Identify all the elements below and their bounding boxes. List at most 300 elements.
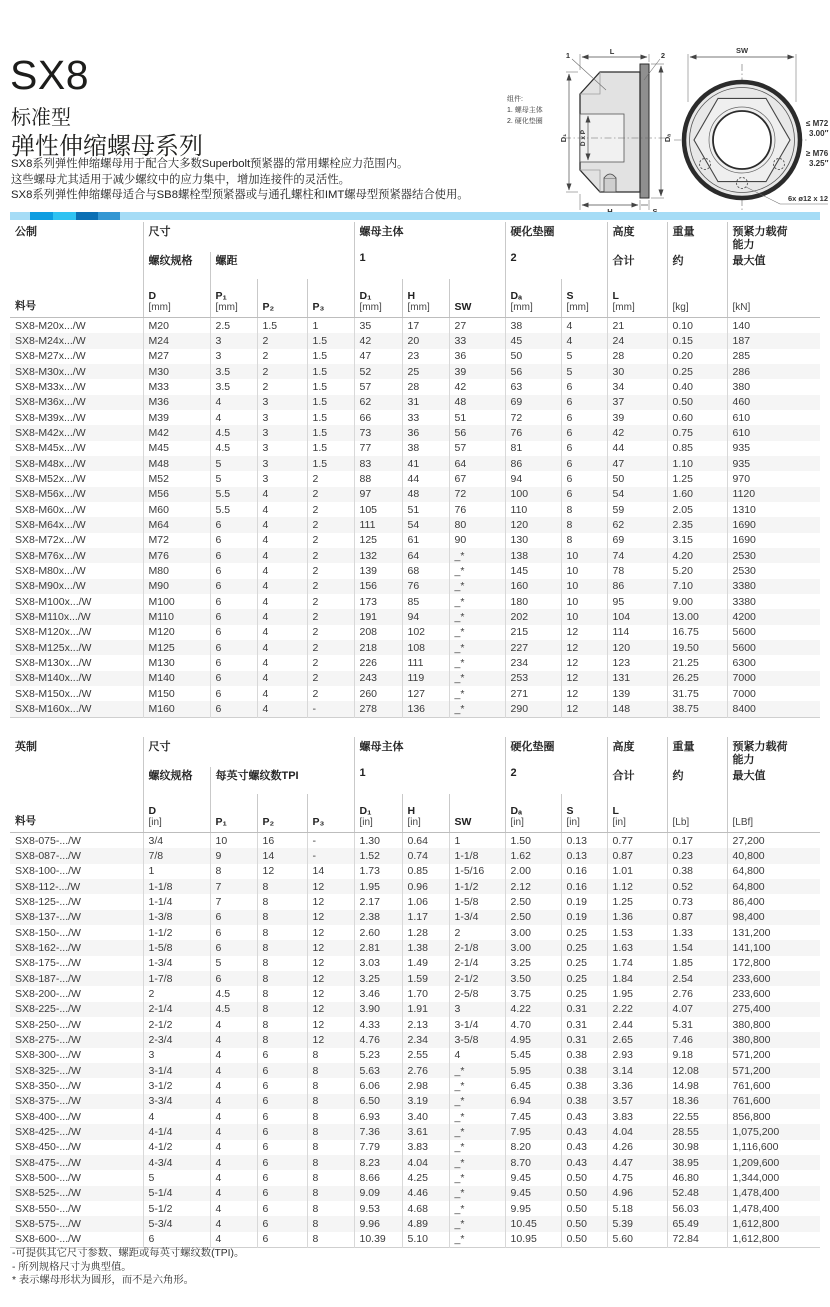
spec-value-cell: 1.5 [307, 333, 354, 348]
spec-value-cell: 0.10 [667, 318, 727, 334]
spec-value-cell: 2-1/4 [449, 956, 505, 971]
spec-value-cell: 4.04 [607, 1124, 667, 1139]
part-number-cell: SX8-150-.../W [15, 926, 81, 939]
spec-value-cell: 1,612,800 [727, 1232, 820, 1248]
part-number-cell: SX8-300-.../W [15, 1049, 81, 1062]
col-kN: [kN] [727, 279, 820, 318]
spec-value-cell: 2 [257, 379, 307, 394]
spec-value-cell: 1-1/8 [449, 848, 505, 863]
spec-value-cell: 39 [449, 364, 505, 379]
spec-value-cell: 12 [307, 894, 354, 909]
spec-value-cell: 2 [307, 579, 354, 594]
spec-value-cell: 1.85 [667, 956, 727, 971]
table-row [10, 1094, 820, 1109]
part-number-cell: SX8-M39x.../W [15, 411, 86, 424]
spec-value-cell: 81 [505, 441, 561, 456]
spec-value-cell: M24 [143, 333, 210, 348]
page-title: SX8 [10, 52, 89, 98]
table-row [10, 671, 820, 686]
table-row [10, 563, 820, 578]
dim-label-L: L [609, 47, 615, 56]
spec-value-cell: 6.93 [354, 1109, 402, 1124]
spec-value-cell: M90 [143, 579, 210, 594]
table-row [10, 940, 820, 955]
spec-value-cell: 16 [257, 833, 307, 849]
spec-value-cell: 1.5 [307, 441, 354, 456]
table-row [10, 894, 820, 909]
spec-value-cell: 12 [561, 625, 607, 640]
spec-value-cell: 40,800 [727, 848, 820, 863]
spec-value-cell: 1.30 [354, 833, 402, 849]
spec-value-cell: _* [449, 1109, 505, 1124]
spec-value-cell: 1-5/8 [143, 940, 210, 955]
spec-value-cell: 1,478,400 [727, 1186, 820, 1201]
spec-value-cell: 127 [402, 686, 449, 701]
part-number-cell: SX8-M90x.../W [15, 580, 86, 593]
spec-value-cell: 2.13 [402, 1017, 449, 1032]
table-row [10, 701, 820, 717]
spec-value-cell: 5600 [727, 640, 820, 655]
spec-value-cell: 0.75 [667, 425, 727, 440]
spec-value-cell: 27,200 [727, 833, 820, 849]
spec-value-cell: 139 [607, 686, 667, 701]
system-label: 公制 [15, 226, 37, 238]
spec-value-cell: 6 [561, 456, 607, 471]
spec-value-cell: 0.52 [667, 879, 727, 894]
spec-value-cell: 5.10 [402, 1232, 449, 1248]
spec-value-cell: 2-3/4 [143, 1032, 210, 1047]
spec-value-cell: 8 [257, 1017, 307, 1032]
spec-value-cell: 3.00 [505, 925, 561, 940]
spec-value-cell: M60 [143, 502, 210, 517]
spec-value-cell: 2-5/8 [449, 986, 505, 1001]
spec-value-cell: 2 [257, 349, 307, 364]
spec-value-cell: M100 [143, 594, 210, 609]
part-number-cell: SX8-M24x.../W [15, 334, 86, 347]
spec-value-cell: 2.34 [402, 1032, 449, 1047]
spec-value-cell: M27 [143, 349, 210, 364]
spec-value-cell: 380 [727, 379, 820, 394]
spec-value-cell: 3.40 [402, 1109, 449, 1124]
part-number-cell: SX8-M130x.../W [15, 656, 92, 669]
part-number-cell: SX8-325-.../W [15, 1064, 81, 1077]
spec-value-cell: 1,478,400 [727, 1201, 820, 1216]
spec-value-cell: 4.22 [505, 1002, 561, 1017]
col-Da: Dₐ [in] [505, 794, 561, 833]
spec-value-cell: 4.20 [667, 548, 727, 563]
spec-value-cell: 8 [257, 879, 307, 894]
spec-value-cell: 12 [307, 1017, 354, 1032]
spec-value-cell: 12 [307, 1032, 354, 1047]
table-row [10, 349, 820, 364]
spec-value-cell: 6 [257, 1170, 307, 1185]
spec-value-cell: 10.95 [505, 1232, 561, 1248]
spec-value-cell: 1-3/4 [449, 910, 505, 925]
spec-value-cell: 35 [354, 318, 402, 334]
spec-value-cell: 6 [561, 471, 607, 486]
spec-value-cell: 4 [257, 594, 307, 609]
spec-value-cell: 114 [607, 625, 667, 640]
spec-value-cell: 3-1/2 [143, 1078, 210, 1093]
spec-value-cell: 286 [727, 364, 820, 379]
spec-value-cell: 4.89 [402, 1216, 449, 1231]
spec-value-cell: 5 [561, 349, 607, 364]
spec-value-cell: M48 [143, 456, 210, 471]
table-row [10, 441, 820, 456]
col-SW: SW [449, 279, 505, 318]
spec-value-cell: 72 [449, 487, 505, 502]
spec-value-cell: 2.35 [667, 517, 727, 532]
spec-value-cell: 120 [505, 517, 561, 532]
spec-value-cell: 8.70 [505, 1155, 561, 1170]
footnote-line: * 表示螺母形状为圆形，而不是六角形。 [12, 1275, 194, 1286]
intro-line: 这些螺母尤其适用于减少螺纹中的应力集中，增加连接件的灵活性。 [11, 173, 350, 186]
spec-value-cell: 3.14 [607, 1063, 667, 1078]
spec-value-cell: 18.36 [667, 1094, 727, 1109]
spec-value-cell: 8 [307, 1232, 354, 1248]
spec-value-cell: 41 [402, 456, 449, 471]
spec-value-cell: 6 [210, 925, 257, 940]
spec-value-cell: 4.5 [210, 425, 257, 440]
spec-value-cell: 0.31 [561, 1032, 607, 1047]
spec-value-cell: 74 [607, 548, 667, 563]
spec-value-cell: 54 [607, 487, 667, 502]
table-row [10, 425, 820, 440]
table-row [10, 971, 820, 986]
spec-value-cell: 20 [402, 333, 449, 348]
spec-value-cell: 3 [257, 395, 307, 410]
table-row [10, 333, 820, 348]
spec-value-cell: 226 [354, 655, 402, 670]
spec-value-cell: 9 [210, 848, 257, 863]
spec-value-cell: 131 [607, 671, 667, 686]
spec-value-cell: 2.81 [354, 940, 402, 955]
spec-value-cell: 0.40 [667, 379, 727, 394]
col-D1: D₁ [in] [354, 794, 402, 833]
spec-value-cell: 123 [607, 655, 667, 670]
spec-value-cell: 8 [561, 533, 607, 548]
part-number-cell: SX8-275-.../W [15, 1033, 81, 1046]
table-row [10, 1063, 820, 1078]
spec-value-cell: 5 [143, 1170, 210, 1185]
spec-value-cell: 4 [257, 686, 307, 701]
spec-value-cell: 0.50 [667, 395, 727, 410]
spec-value-cell: 0.38 [561, 1094, 607, 1109]
component-legend [507, 94, 543, 127]
spec-value-cell: 8 [307, 1216, 354, 1231]
part-number-cell: SX8-M140x.../W [15, 672, 92, 685]
spec-value-cell: 234 [505, 655, 561, 670]
spec-value-cell: 2.55 [402, 1048, 449, 1063]
part-number-cell: SX8-187-.../W [15, 972, 81, 985]
part-number-cell: SX8-M80x.../W [15, 564, 86, 577]
spec-value-cell: _* [449, 1140, 505, 1155]
spec-value-cell: 271 [505, 686, 561, 701]
spec-value-cell: 1.62 [505, 848, 561, 863]
spec-value-cell: 0.31 [561, 1002, 607, 1017]
intro-paragraph [11, 157, 469, 204]
col-D1: D₁ [mm] [354, 279, 402, 318]
spec-value-cell: 50 [505, 349, 561, 364]
spec-value-cell: 76 [402, 579, 449, 594]
spec-value-cell: 94 [505, 471, 561, 486]
sub-washer-number: 2 [505, 767, 607, 794]
spec-value-cell: 0.73 [667, 894, 727, 909]
spec-value-cell: 4 [257, 640, 307, 655]
table-row [10, 1186, 820, 1201]
table-row [10, 364, 820, 379]
spec-value-cell: 3.00 [505, 940, 561, 955]
spec-value-cell: 0.43 [561, 1155, 607, 1170]
side-view-drawing [540, 44, 678, 216]
spec-value-cell: 5 [561, 364, 607, 379]
table-row [10, 594, 820, 609]
spec-value-cell: 8 [307, 1201, 354, 1216]
table-row [10, 609, 820, 624]
spec-value-cell: 3-1/4 [449, 1017, 505, 1032]
spec-value-cell: 3.46 [354, 986, 402, 1001]
spec-value-cell: 4 [210, 395, 257, 410]
group-preload: 预紧力载荷能力 [727, 737, 820, 767]
spec-value-cell: 1.28 [402, 925, 449, 940]
part-number-cell: SX8-600-.../W [15, 1233, 81, 1246]
spec-value-cell: 4.5 [210, 441, 257, 456]
spec-value-cell: 4 [210, 1201, 257, 1216]
spec-value-cell: 6 [561, 425, 607, 440]
spec-value-cell: 8 [257, 971, 307, 986]
spec-value-cell: 6 [257, 1063, 307, 1078]
spec-value-cell: 2.38 [354, 910, 402, 925]
spec-value-cell: 36 [449, 349, 505, 364]
spec-value-cell: 8 [307, 1078, 354, 1093]
spec-value-cell: 13.00 [667, 609, 727, 624]
spec-value-cell: 1-5/8 [449, 894, 505, 909]
part-number-cell: SX8-250-.../W [15, 1018, 81, 1031]
spec-value-cell: M36 [143, 395, 210, 410]
spec-value-cell: 83 [354, 456, 402, 471]
spec-value-cell: 6 [210, 594, 257, 609]
footnote-line: -可提供其它尺寸参数、螺距或每英寸螺纹数(TPI)。 [12, 1248, 245, 1259]
spec-value-cell: _* [449, 655, 505, 670]
table-row [10, 1140, 820, 1155]
dim-label-Da: Dₐ [663, 133, 672, 143]
part-number-cell: SX8-M100x.../W [15, 595, 92, 608]
metric-spec-table [10, 222, 820, 718]
spec-value-cell: _* [449, 625, 505, 640]
spec-value-cell: 0.60 [667, 410, 727, 425]
table-row [10, 517, 820, 532]
part-number-cell: SX8-M52x.../W [15, 472, 86, 485]
spec-value-cell: 7000 [727, 686, 820, 701]
spec-value-cell: 8 [257, 925, 307, 940]
table-row [10, 487, 820, 502]
spec-value-cell: 102 [402, 625, 449, 640]
spec-value-cell: 16.75 [667, 625, 727, 640]
spec-value-cell: 2530 [727, 563, 820, 578]
spec-value-cell: 48 [402, 487, 449, 502]
spec-value-cell: 0.25 [561, 940, 607, 955]
dim-label-SW: SW [735, 46, 749, 55]
spec-value-cell: 4.07 [667, 1002, 727, 1017]
col-D: D [mm] [143, 279, 210, 318]
imperial-spec-table [10, 737, 820, 1248]
spec-value-cell: 63 [505, 379, 561, 394]
sub-nut-number: 1 [354, 252, 505, 279]
part-number-cell: SX8-M160x.../W [15, 702, 92, 715]
spec-value-cell: 4 [449, 1048, 505, 1063]
spec-value-cell: 4 [210, 1186, 257, 1201]
front-view-drawing [674, 42, 830, 218]
spec-value-cell: 5600 [727, 625, 820, 640]
spec-value-cell: M39 [143, 410, 210, 425]
spec-value-cell: 10 [561, 579, 607, 594]
spec-value-cell: 10 [210, 833, 257, 849]
spec-value-cell: 7.45 [505, 1109, 561, 1124]
part-number-cell: SX8-125-.../W [15, 895, 81, 908]
spec-value-cell: 12 [257, 864, 307, 879]
spec-value-cell: 3.03 [354, 956, 402, 971]
spec-value-cell: M45 [143, 441, 210, 456]
sub-tpi: 每英寸螺纹数TPI [210, 767, 354, 794]
group-preload: 预紧力载荷能力 [727, 222, 820, 252]
spec-value-cell: M160 [143, 701, 210, 717]
spec-value-cell: 3 [257, 410, 307, 425]
spec-value-cell: 100 [505, 487, 561, 502]
spec-value-cell: 14 [307, 864, 354, 879]
spec-value-cell: 6 [210, 910, 257, 925]
spec-value-cell: 8 [257, 894, 307, 909]
spec-value-cell: 4-1/2 [143, 1140, 210, 1155]
spec-value-cell: 187 [727, 333, 820, 348]
spec-value-cell: 6 [210, 548, 257, 563]
part-number-cell: SX8-M27x.../W [15, 350, 86, 363]
spec-value-cell: 4 [210, 1078, 257, 1093]
spec-value-cell: 72.84 [667, 1232, 727, 1248]
spec-value-cell: 4 [210, 410, 257, 425]
spec-value-cell: 8 [307, 1109, 354, 1124]
spec-value-cell: 8.66 [354, 1170, 402, 1185]
spec-value-cell: 6 [561, 410, 607, 425]
table-row [10, 1201, 820, 1216]
table-row [10, 1048, 820, 1063]
spec-value-cell: 4.75 [607, 1170, 667, 1185]
spec-value-cell: 173 [354, 594, 402, 609]
spec-value-cell: 12 [307, 925, 354, 940]
table-row [10, 864, 820, 879]
spec-value-cell: 10 [561, 563, 607, 578]
spec-value-cell: 5.31 [667, 1017, 727, 1032]
spec-value-cell: 6 [210, 609, 257, 624]
spec-value-cell: 132 [354, 548, 402, 563]
spec-value-cell: 42 [607, 425, 667, 440]
spec-value-cell: 3 [257, 471, 307, 486]
spec-value-cell: 227 [505, 640, 561, 655]
spec-value-cell: 2.93 [607, 1048, 667, 1063]
page-subtitle-series: 弹性伸缩螺母系列 [11, 133, 203, 160]
spec-value-cell: 12 [561, 701, 607, 717]
spec-value-cell: 4.33 [354, 1017, 402, 1032]
spec-value-cell: 4 [210, 1155, 257, 1170]
spec-value-cell: 8.23 [354, 1155, 402, 1170]
part-number-cell: SX8-112-.../W [15, 880, 81, 893]
part-number-cell: SX8-225-.../W [15, 1003, 81, 1016]
spec-value-cell: 2 [307, 487, 354, 502]
spec-value-cell: 8 [561, 517, 607, 532]
spec-value-cell: 5.20 [667, 563, 727, 578]
spec-value-cell: 38.75 [667, 701, 727, 717]
spec-value-cell: 6 [210, 971, 257, 986]
spec-value-cell: 2.54 [667, 971, 727, 986]
spec-value-cell: 38 [505, 318, 561, 334]
table-row [10, 1124, 820, 1139]
spec-value-cell: 2 [307, 655, 354, 670]
spec-value-cell: 0.38 [561, 1078, 607, 1093]
spec-value-cell: 7.36 [354, 1124, 402, 1139]
col-P2: P₂ [257, 794, 307, 833]
spec-value-cell: 4 [257, 487, 307, 502]
spec-value-cell: 28 [607, 349, 667, 364]
spec-value-cell: 12 [307, 910, 354, 925]
spec-value-cell: 4 [561, 333, 607, 348]
spec-value-cell: 4200 [727, 609, 820, 624]
part-number-cell: SX8-M110x.../W [15, 610, 91, 623]
spec-value-cell: 0.25 [561, 956, 607, 971]
spec-value-cell: 46.80 [667, 1170, 727, 1185]
spec-value-cell: 0.25 [561, 971, 607, 986]
metric-table-body [10, 318, 820, 718]
spec-value-cell: 6 [210, 701, 257, 717]
spec-value-cell: 12 [307, 986, 354, 1001]
group-washer: 硬化垫圈 [505, 222, 607, 252]
group-size: 尺寸 [143, 222, 354, 252]
spec-value-cell: 0.20 [667, 349, 727, 364]
spec-value-cell: 8 [307, 1063, 354, 1078]
spec-value-cell: 8 [307, 1140, 354, 1155]
part-number-cell: SX8-M45x.../W [15, 442, 86, 455]
spec-value-cell: 21.25 [667, 655, 727, 670]
spec-value-cell: 1.5 [307, 395, 354, 410]
table-row [10, 625, 820, 640]
table-row [10, 379, 820, 394]
spec-value-cell: 1,116,600 [727, 1140, 820, 1155]
spec-value-cell: 3.83 [402, 1140, 449, 1155]
spec-value-cell: _* [449, 701, 505, 717]
col-SW: SW [449, 794, 505, 833]
part-number-cell: SX8-M48x.../W [15, 457, 86, 470]
spec-value-cell: 12 [561, 686, 607, 701]
sub-approx: 约 [667, 767, 727, 794]
spec-value-cell: 4 [210, 1017, 257, 1032]
spec-value-cell: 4 [210, 1032, 257, 1047]
sub-max: 最大值 [727, 252, 820, 279]
spec-value-cell: 2.50 [505, 894, 561, 909]
spec-value-cell: 2.98 [402, 1078, 449, 1093]
spec-value-cell: 1.59 [402, 971, 449, 986]
spec-value-cell: 460 [727, 395, 820, 410]
spec-value-cell: 14 [257, 848, 307, 863]
spec-value-cell: 0.50 [561, 1232, 607, 1248]
spec-value-cell: 64,800 [727, 879, 820, 894]
spec-value-cell: 6.50 [354, 1094, 402, 1109]
spec-value-cell: 9.00 [667, 594, 727, 609]
spec-value-cell: 253 [505, 671, 561, 686]
part-number-cell: SX8-M36x.../W [15, 396, 86, 409]
spec-value-cell: 9.18 [667, 1048, 727, 1063]
spec-value-cell: 0.50 [561, 1201, 607, 1216]
part-number-cell: SX8-162-.../W [15, 941, 81, 954]
spec-value-cell: 2.5 [210, 318, 257, 334]
spec-value-cell: 3.25 [505, 956, 561, 971]
